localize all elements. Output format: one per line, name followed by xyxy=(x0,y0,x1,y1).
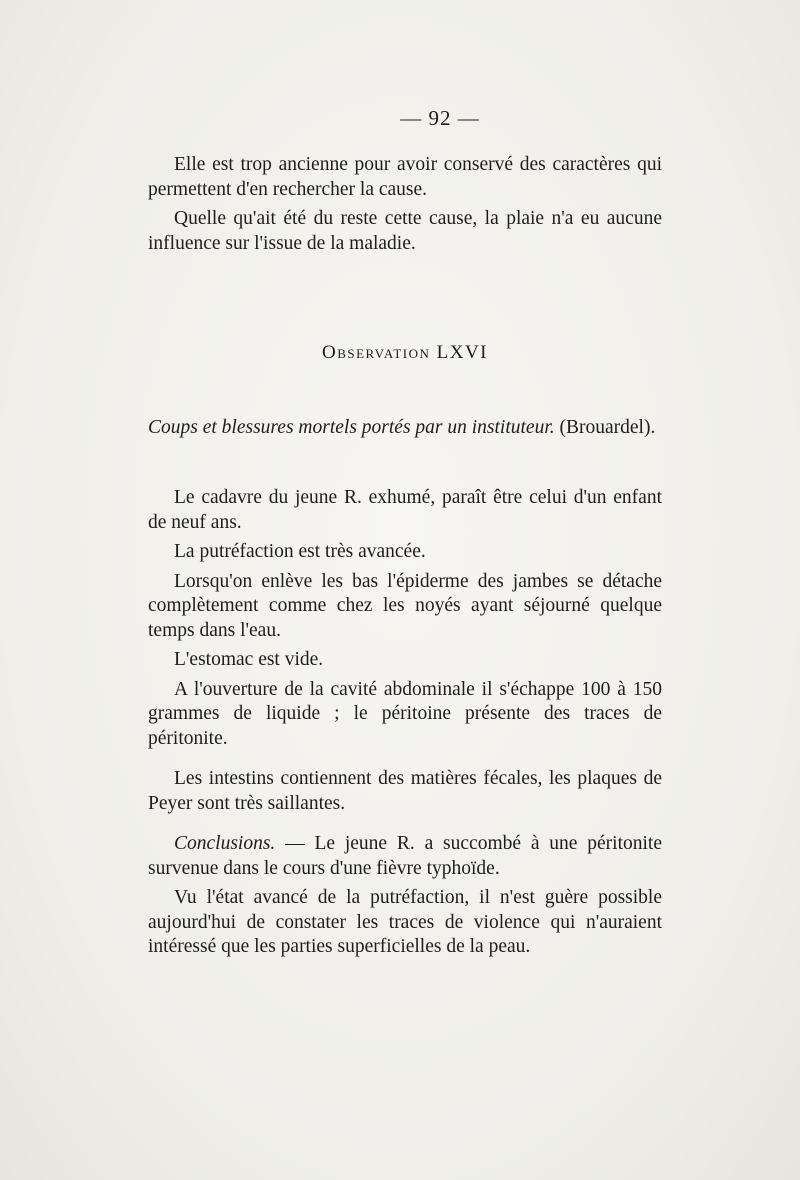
page-number: — 92 — xyxy=(400,106,480,130)
body-paragraph-5: A l'ouverture de la cavité abdominale il s'échappe 100 à 150 grammes de liquide ; le péritoine présente des traces de péritonite. xyxy=(148,678,662,749)
intro-paragraph-2: Quelle qu'ait été du reste cette cause, la plaie n'a eu aucune influence sur l'issue de la maladie. xyxy=(148,208,662,254)
body-paragraph-2: La putréfaction est très avancée. xyxy=(174,541,426,562)
case-title-text: Coups et blessures mortels portés par un instituteur. xyxy=(148,417,555,438)
observation-title: Observation LXVI xyxy=(321,342,489,363)
conclusion-text: — Le jeune R. a succombé à une péritonite survenue dans le cours d'une fièvre typhoïde. xyxy=(148,833,662,879)
body-paragraph-4: L'estomac est vide. xyxy=(174,649,324,670)
body-paragraph-6: Les intestins contiennent des matières fécales, les plaques de Peyer sont très saillantes. xyxy=(148,768,662,814)
final-paragraph: Vu l'état avancé de la putréfaction, il n'est guère possible aujourd'hui de constater les traces de violence qui n'auraient intéressé que les parties superficielles de la peau. xyxy=(148,887,662,957)
intro-paragraph-1: Elle est trop ancienne pour avoir conservé des caractères qui permettent d'en rechercher la cause. xyxy=(148,154,662,200)
conclusion-label: Conclusions. xyxy=(174,833,276,854)
case-title-author: (Brouardel). xyxy=(554,417,656,438)
conclusion-paragraph xyxy=(148,832,662,881)
body-paragraph-3: Lorsqu'on enlève les bas l'épiderme des jambes se détache complètement comme chez les noyés ayant séjourné quelque temps dans l'eau. xyxy=(148,570,662,641)
body-paragraph-1: Le cadavre du jeune R. exhumé, paraît être celui d'un enfant de neuf ans. xyxy=(148,487,662,533)
case-title xyxy=(148,416,662,440)
